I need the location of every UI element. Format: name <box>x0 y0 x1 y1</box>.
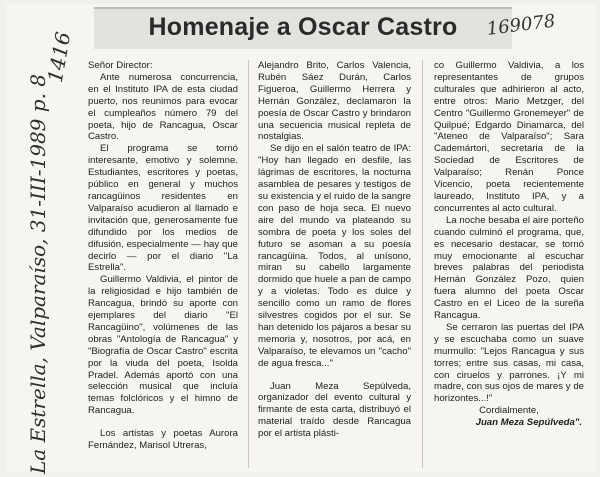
paragraph: Ante numerosa concurrencia, en el Instituto IPA de esta ciudad puerto, nos reunimos para evocar el cumpleaños número 79 del poeta, hijo de Rancagua, Oscar Castro. <box>88 71 238 143</box>
paragraph: La noche besaba el aire porteño cuando culminó el programa, que, es necesario destacar, se tornó muy emocionante al escuchar breves palabras del periodista Hernán González Pozo, quien fuera alumno del poeta Oscar Castro en el Liceo de la sureña Rancagua. <box>434 214 584 322</box>
handwritten-page-number: 1416 <box>42 30 76 85</box>
paragraph: Guillermo Valdivia, el pintor de la religiosidad e hijo también de Rancagua, brindó su aporte con ejemplares del diario "El Rancagüino", volúmenes de las obras "Antología de Rancagua" y "Biografía de Oscar Castro" escrita por la viuda del poeta, Isolda Pradel. Además aportó con una selección musical que incluía temas folclóricos y el himno de Rancagua. <box>88 274 238 417</box>
archive-stamp-number: 169078 <box>485 10 557 40</box>
newspaper-clipping <box>6 4 596 472</box>
column-2 <box>258 60 411 472</box>
paragraph: Los artistas y poetas Aurora Fernández, Marisol Utreras, <box>88 428 238 452</box>
column-divider <box>422 60 423 468</box>
handwritten-source-note: La Estrella, Valparaíso, 31-III-1989 p. 8 <box>26 73 50 474</box>
paragraph: El programa se tornó interesante, emotivo y solemne. Estudiantes, escritores y poetas, público en general y muchos rancagüinos residentes en Valparaíso acudieron al llamado e invitación que, generosamente fue difundido por los medios de difusión, especialmente — hay que decirlo — por el diario "La Estrella". <box>88 143 238 274</box>
salutation: Señor Director: <box>88 60 153 71</box>
paragraph: Juan Meza Sepúlveda, organizador del evento cultural y firmante de esta carta, distribuyó el material traído desde Rancagua por el artista plásti- <box>258 380 411 440</box>
column-divider <box>248 60 249 468</box>
paragraph: Alejandro Brito, Carlos Valencia, Rubén Sáez Durán, Carlos Figueroa, Guillermo Herrera y Hernán González, declamaron la poesía de Oscar Castro y brindaron una secuencia musical repleta de nostalgias. <box>258 60 411 143</box>
paragraph: Se dijo en el salón teatro de IPA: "Hoy han llegado en desfile, las lágrimas de escritores, la nocturna asamblea de pesares y testigos de su existencia y el ruido de la sangre con paso de hoja seca. El nuevo aire del mundo va plateando su sombra de poeta y los soles del futuro se asoman a su poesía rancagüina. Todos, al unísono, miran su cabello largamente dormido que huele a pan de campo y a violetas. Todo es dulce y sencillo como un ramo de flores silvestres cogidos por el sur. Se han detenido los pájaros a besar su memoria y, nosotros, por acá, en Valparaíso, te elevamos un "cacho" de agua fresca..." <box>258 143 411 369</box>
column-1 <box>88 60 238 472</box>
paragraph: co Guillermo Valdivia, a los representantes de grupos culturales que adhirieron al acto, entre otros: Mario Metzger, del Centro "Guillermo Gronemeyer" de Quilpué; Edgardo Dinamarca, del "Ateneo de Valparaíso"; Sara Cademártori, secretaria de la Sociedad de Escritores de Valparaíso; Renán Ponce Vicencio, poeta recientemente laureado, Instituto IPA, y a concurrentes al acto cultural. <box>434 60 584 214</box>
headline-banner <box>94 7 512 49</box>
paragraph: Se cerraron las puertas del IPA y se escuchaba como un suave murmullo: "Lejos Rancagua y sus torres; entre sus casas, mi casa, con ciruelos y parrones. ¡Y mi madre, con sus ojos de mares y de horizontes...!" <box>434 321 584 405</box>
headline: Homenaje a Oscar Castro <box>148 13 458 41</box>
closing-line: Cordialmente, <box>479 405 539 417</box>
author-signature: Juan Meza Sepúlveda". <box>475 417 582 429</box>
column-3 <box>434 60 584 472</box>
